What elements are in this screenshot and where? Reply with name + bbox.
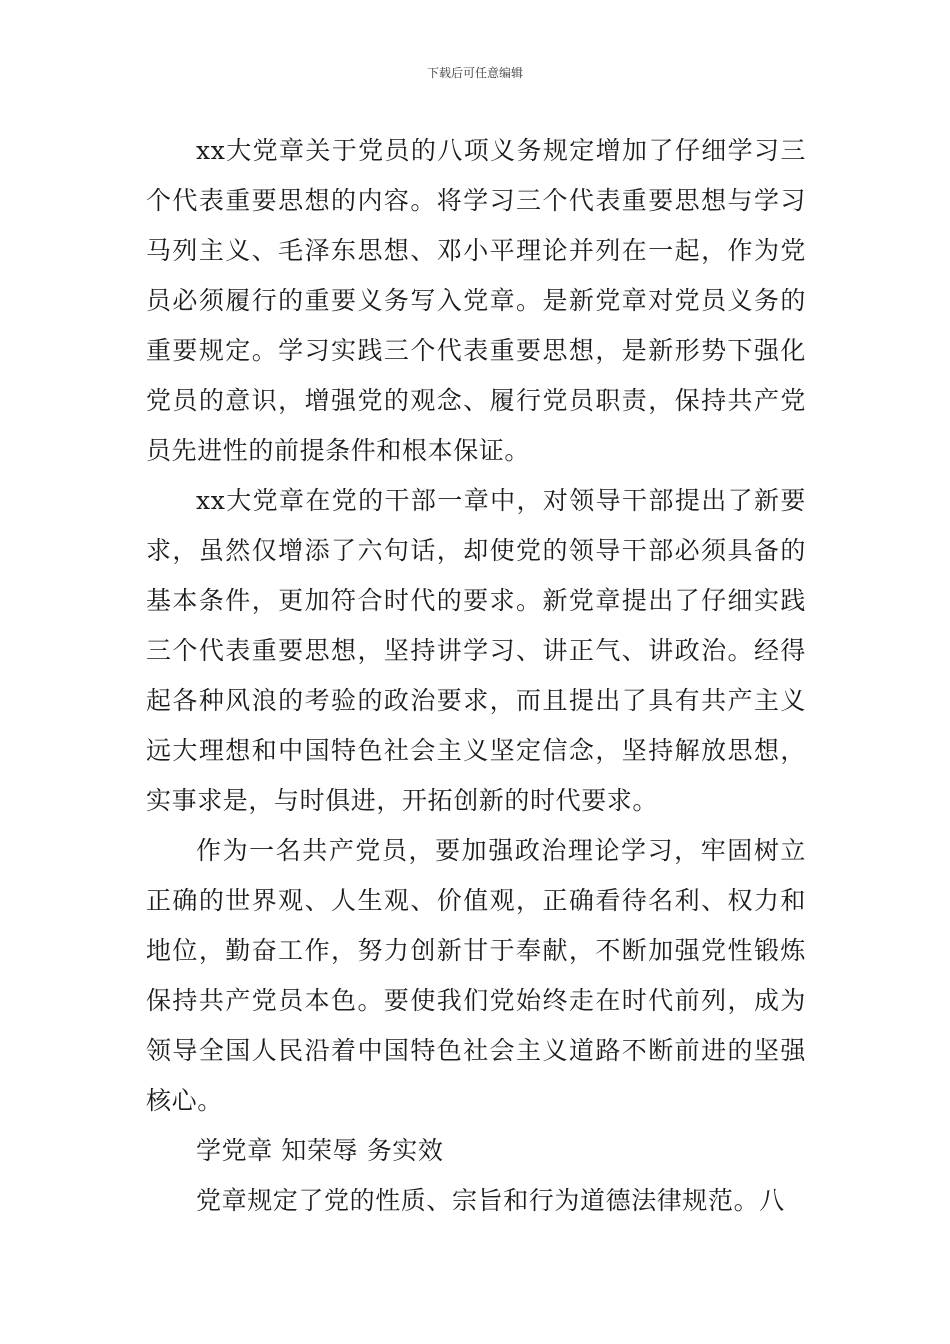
page-header: 下载后可任意编辑 [426, 66, 523, 80]
document-body [146, 126, 806, 1226]
section-heading: 学党章 知荣辱 务实效 [196, 1136, 444, 1165]
paragraph-4: 党章规定了党的性质、宗旨和行为道德法律规范。八 [196, 1186, 785, 1215]
paragraph-3: 作为一名共产党员，要加强政治理论学习，牢固树立正确的世界观、人生观、价值观，正确看待名利、权力和地位，勤奋工作，努力创新甘于奉献，不断加强党性锻炼保持共产党员本色。要使我们党始终走在时代前列，成为领导全国人民沿着中国特色社会主义道路不断前进的坚强核心。 [146, 836, 806, 1115]
paragraph-1: xx大党章关于党员的八项义务规定增加了仔细学习三个代表重要思想的内容。将学习三个代表重要思想与学习马列主义、毛泽东思想、邓小平理论并列在一起，作为党员必须履行的重要义务写入党章。是新党章对党员义务的重要规定。学习实践三个代表重要思想，是新形势下强化党员的意识，增强党的观念、履行党员职责，保持共产党员先进性的前提条件和根本保证。 [146, 136, 806, 465]
paragraph-2: xx大党章在党的干部一章中，对领导干部提出了新要求，虽然仅增添了六句话，却使党的领导干部必须具备的基本条件，更加符合时代的要求。新党章提出了仔细实践三个代表重要思想，坚持讲学习、讲正气、讲政治。经得起各种风浪的考验的政治要求，而且提出了具有共产主义远大理想和中国特色社会主义坚定信念，坚持解放思想，实事求是，与时俱进，开拓创新的时代要求。 [146, 486, 806, 815]
